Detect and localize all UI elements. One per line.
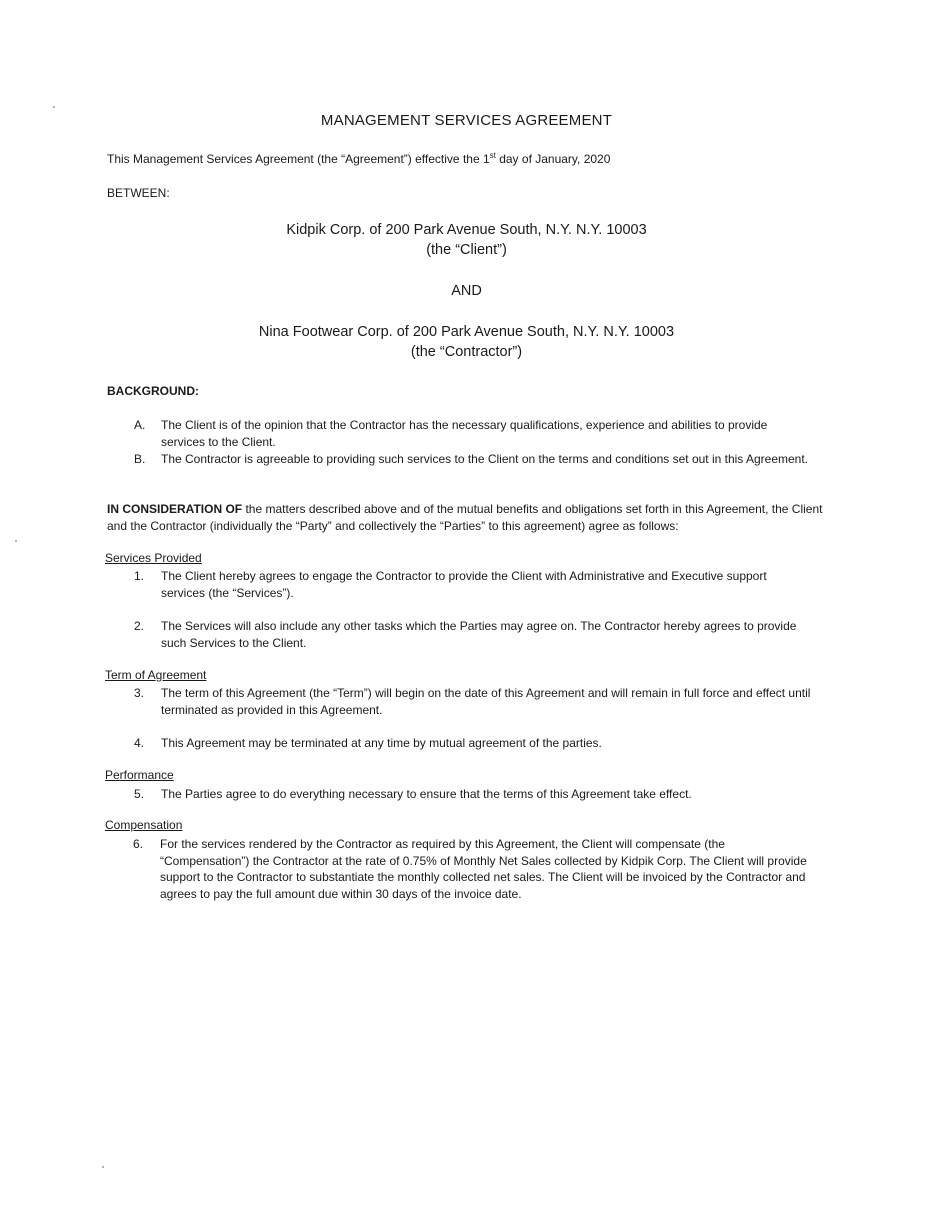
section-heading-compensation: Compensation: [105, 818, 183, 832]
list-marker: A.: [134, 418, 146, 432]
intro-text: This Management Services Agreement (the “Agreement”) effective the 1: [107, 152, 490, 166]
clause-text: The Client hereby agrees to engage the Contractor to provide the Client with Administrative and Executive support services (the “Services”).: [161, 569, 767, 600]
clause-text: For the services rendered by the Contractor as required by this Agreement, the Client will compensate (the “Compensation”) the Contractor at the rate of 0.75% of Monthly Net Sales collected by Kidpik Corp. The Client will provide support to the Contractor to substantiate the monthly collected net sales. The Client will be invoiced by the Contractor and agrees to pay the full amount due within 30 days of the invoice date.: [160, 837, 807, 901]
clause-number: 1.: [134, 569, 145, 583]
contractor-designation: (the “Contractor”): [410, 344, 523, 360]
page-title: MANAGEMENT SERVICES AGREEMENT: [320, 112, 613, 129]
and-label: AND: [451, 283, 482, 299]
section-heading-performance: Performance: [105, 768, 174, 782]
client-designation: (the “Client”): [426, 242, 507, 258]
clause-text: The Services will also include any other tasks which the Parties may agree on. The Contractor hereby agrees to provide such Services to the Client.: [161, 619, 797, 650]
consideration-text: the matters described above and of the mutual benefits and obligations set forth in this Agreement, the Client and the Contractor (individually the “Party” and collectively the “Parties” to this agreement) agree as follows:: [107, 502, 823, 533]
client-block: [0, 220, 933, 260]
clause-number: 4.: [134, 736, 145, 750]
clause-number: 2.: [134, 619, 145, 633]
scan-speck: [102, 1166, 104, 1168]
clause-number: 6.: [133, 837, 144, 851]
list-item-text: The Client is of the opinion that the Contractor has the necessary qualifications, experience and abilities to provide services to the Client.: [161, 418, 768, 449]
contractor-address: Nina Footwear Corp. of 200 Park Avenue South, N.Y. N.Y. 10003: [258, 324, 675, 340]
list-marker: B.: [134, 452, 146, 466]
consideration-paragraph: [107, 501, 827, 534]
consideration-lead: IN CONSIDERATION OF: [107, 502, 243, 516]
clause-text: This Agreement may be terminated at any time by mutual agreement of the parties.: [161, 736, 602, 750]
section-heading-services: Services Provided: [105, 551, 202, 565]
intro-line: [107, 151, 610, 166]
list-item-text: The Contractor is agreeable to providing such services to the Client on the terms and conditions set out in this Agreement.: [161, 452, 809, 466]
section-heading-term: Term of Agreement: [105, 668, 207, 682]
clause-text: The Parties agree to do everything necessary to ensure that the terms of this Agreement take effect.: [161, 787, 692, 801]
client-address: Kidpik Corp. of 200 Park Avenue South, N.Y. N.Y. 10003: [286, 222, 647, 238]
intro-superscript: st: [489, 151, 496, 160]
clause-number: 3.: [134, 686, 145, 700]
background-heading: BACKGROUND:: [107, 384, 199, 398]
clause-text: The term of this Agreement (the “Term”) will begin on the date of this Agreement and will remain in full force and effect until terminated as provided in this Agreement.: [161, 686, 811, 717]
clause-number: 5.: [134, 787, 145, 801]
scan-speck: [15, 540, 17, 542]
between-label: BETWEEN:: [107, 186, 170, 200]
scan-speck: [53, 106, 55, 108]
contractor-block: [0, 322, 933, 362]
intro-text-end: day of January, 2020: [495, 152, 611, 166]
